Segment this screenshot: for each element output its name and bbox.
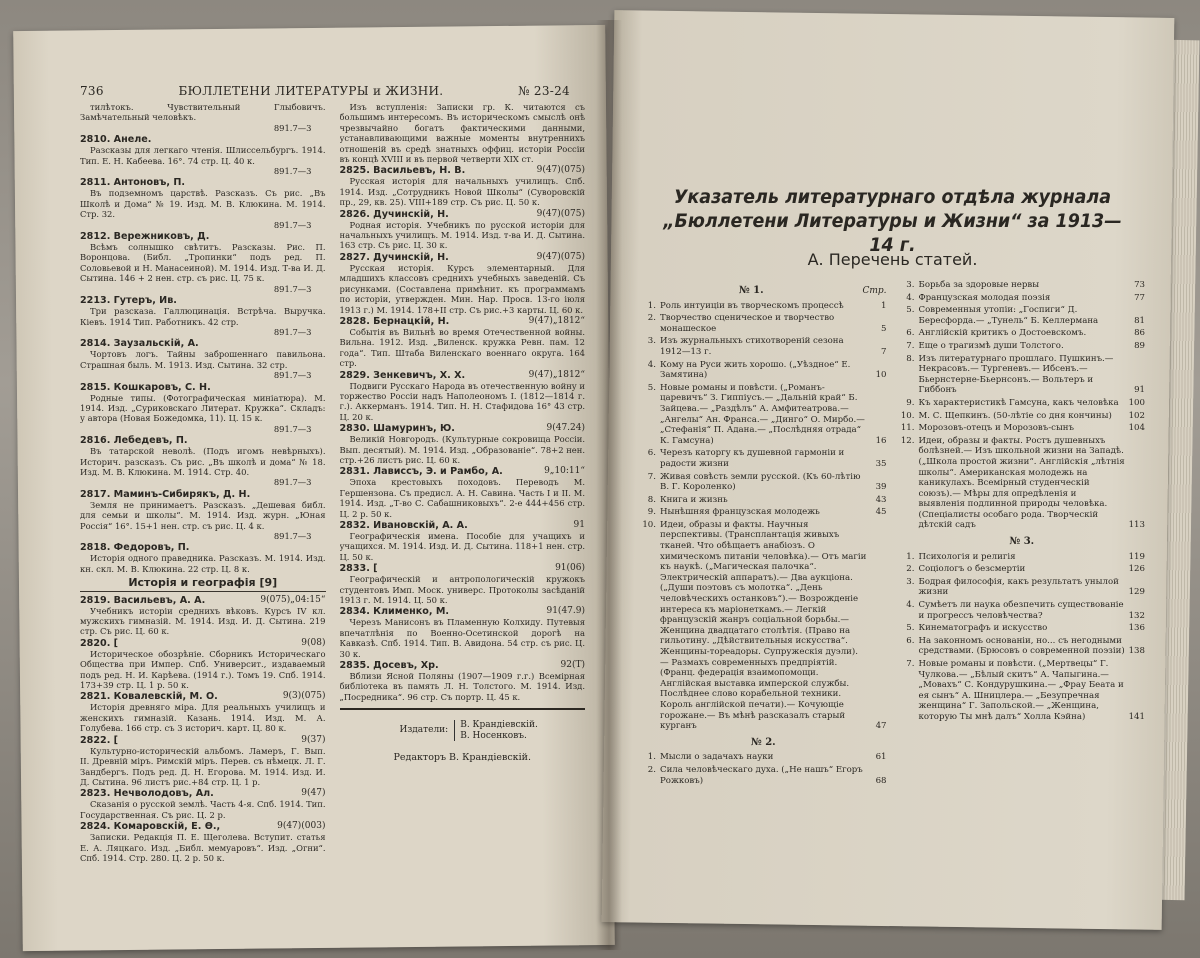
item-number: 1. xyxy=(906,551,915,562)
entry-classification: 9(47)(003) xyxy=(277,821,326,832)
item-page: 73 xyxy=(1134,280,1145,290)
item-page: 138 xyxy=(1128,646,1145,657)
bibliography-entry xyxy=(80,102,326,133)
item-title: Книга и жизнь xyxy=(660,494,728,505)
entry-index: 891.7—3 xyxy=(273,326,312,337)
bibliography-entry xyxy=(80,821,326,863)
entry-index: 891.7—3 xyxy=(273,122,312,133)
entry-text: тилѣтокъ. Чувствительный Глыбовичъ. Замѣчательный человѣкъ. xyxy=(80,102,326,123)
item-title: Борьба за здоровые нервы xyxy=(918,280,1040,290)
item-page: 100 xyxy=(1128,397,1145,408)
publishers-block xyxy=(340,720,586,741)
item-number: 3. xyxy=(647,336,656,347)
item-page: 132 xyxy=(1128,610,1145,621)
bibliography-entry xyxy=(340,316,586,369)
item-page: 35 xyxy=(875,458,887,469)
index-item xyxy=(640,383,887,447)
bibliography-entry xyxy=(340,209,586,251)
entry-classification: 9(075)„04:15“ xyxy=(260,594,326,605)
index-item xyxy=(899,411,1146,422)
item-title: Французская молодая поэзія xyxy=(918,292,1051,303)
item-number: 6. xyxy=(906,328,915,339)
bibliography-entry xyxy=(340,423,586,465)
entry-text: Родные типы. (Фотографическая миніатюра). М. 1914. Изд. „Суриковскаго Литерат. Кружка“. Складъ: у автора (Новая Божедомка, 11). Ц. 15 к. xyxy=(80,392,326,424)
item-page: 104 xyxy=(1128,423,1145,434)
item-title: Сумѣетъ ли наука обезпечить существованіе и прогрессъ человѣчества? xyxy=(918,600,1124,621)
item-page: 86 xyxy=(1134,328,1145,339)
index-item xyxy=(640,765,887,786)
index-item xyxy=(899,564,1146,575)
item-number: 11. xyxy=(900,423,915,434)
entry-text: Культурно-историческій альбомъ. Ламеръ, Г. Вып. II. Древній міръ. Римскій міръ. Перев. съ нѣмецк. Л. Г. Зандбергъ. Подъ ред. Д. Н. Егорова. М. 1914. Изд. И. Д. Сытина. 96 листъ рис.+84 стр. Ц. 1 р. xyxy=(80,745,326,787)
entry-author: 2817. Маминъ-Сибирякъ, Д. Н. xyxy=(80,488,251,500)
index-item xyxy=(899,659,1146,723)
entry-index: 891.7—3 xyxy=(273,370,312,381)
index-item xyxy=(899,552,1146,563)
left-column-1 xyxy=(80,102,326,932)
item-number: 7. xyxy=(906,659,915,669)
bibliography-entry xyxy=(340,520,586,562)
item-title: Идеи, образы и факты. Научныя перспективы. (Трансплантація живыхъ тканей. Что обѣщаетъ анабіозъ. О химическомъ питаніи человѣка).— Отъ магіи къ наукѣ. („Магическая палочка“. Электрическій аппаратъ).— Два аукціона. („Души поэтовъ съ молотка“. „День человѣческихъ останковъ“).— Возрожденіе интереса къ маріонеткамъ.— Легкій французскій жанръ соціальной борьбы.— Женщина двадцатаго столѣтія. (Право на гильотину. „Дѣйствительныя искусства“. Женщины-тореадоры. Супружескія дуэли).— Размахъ современныхъ предпріятій. (Франц. федерація взаимопомощи. Англійская выставка имперской службы. Послѣднее слово корабельной техники. Король англійской печати).— Кочующіе горожане.— Въ мѣнѣ разсказалъ старый курганъ xyxy=(660,519,867,732)
item-page: 10 xyxy=(875,370,887,381)
entry-author: 2820. [ xyxy=(80,637,119,649)
item-page: 39 xyxy=(875,482,887,493)
item-number: 4. xyxy=(906,292,915,303)
item-title: Современныя утопіи: „Госпиги“ Д. Бересфорда.— „Тунель“ Б. Келлермана xyxy=(918,305,1099,326)
item-title: Мысли о задачахъ науки xyxy=(660,752,774,763)
entry-author: 2827. Дучинскій, Н. xyxy=(339,251,449,263)
bibliography-entry xyxy=(340,606,586,659)
entry-classification: 91(06) xyxy=(555,563,585,574)
entry-text: Русская исторія для начальныхъ училищъ. Спб. 1914. Изд. „Сотрудникъ Новой Школы“ (Суворовскій пр., 29, кв. 25). VIII+189 стр. Съ рис. Ц. 50 к. xyxy=(339,176,585,208)
entry-author: 2821. Ковалевскій, М. О. xyxy=(80,691,218,703)
left-column-2 xyxy=(340,102,586,932)
entry-heading xyxy=(80,177,326,188)
issue-heading xyxy=(640,286,887,297)
entry-heading xyxy=(80,382,326,393)
item-title: Изъ журнальныхъ стихотвореній сезона 1912—13 г. xyxy=(660,336,844,357)
bibliography-entry xyxy=(80,295,326,337)
left-page-columns xyxy=(80,102,585,932)
entry-heading xyxy=(80,295,326,306)
item-page: 77 xyxy=(1134,292,1145,303)
item-number: 7. xyxy=(906,340,915,351)
entry-text: Вблизи Ясной Поляны (1907—1909 г.г.) Всемірная библіотека въ память Л. Н. Толстого. М. 1914. Изд. „Посредника“. 96 стр. Съ портр. Ц. 45 к. xyxy=(339,671,585,702)
entry-index: 891.7—3 xyxy=(273,423,312,434)
item-page: 129 xyxy=(1128,587,1145,598)
entry-text: Русская исторія. Курсъ элементарный. Для младшихъ классовъ среднихъ учебныхъ заведеній. Съ рисунками. (Составлена примѣнит. къ программамъ по исторіи, утвержден. Мин. Нар. Просв. 13-го іюля 1913 г.) М. 1914. 178+II стр. Съ рис.+3 карты. Ц. 60 к. xyxy=(339,262,585,315)
item-number: 5. xyxy=(647,382,656,393)
entry-heading xyxy=(340,660,586,671)
item-number: 5. xyxy=(906,305,915,316)
index-subtitle: А. Перечень статей. xyxy=(807,250,978,269)
entry-classification: 9„10:11“ xyxy=(544,466,585,477)
publishers-names xyxy=(454,720,538,741)
item-number: 1. xyxy=(647,752,656,763)
entry-index: 891.7—3 xyxy=(273,166,312,177)
item-title: Идеи, образы и факты. Ростъ душевныхъ болѣзней.— Изъ школьной жизни на Западѣ. („Школа простой жизни“. Англійскія „лѣтнія школы“. Американская молодежь на каникулахъ. Всемірный студенческій союзъ).— Мѣры для опредѣленія и выявленія подлинной природы человѣка. (Спеціалисты особаго рода. Творческій дѣтскій садъ xyxy=(918,435,1125,531)
end-rule xyxy=(340,708,586,710)
item-title: Бодрая философія, какъ результатъ унылой жизни xyxy=(918,576,1119,598)
entry-heading xyxy=(80,735,326,746)
index-item xyxy=(899,636,1146,657)
publishers-label: Издатели: xyxy=(399,725,449,736)
bibliography-entry xyxy=(80,691,326,733)
bibliography-entry xyxy=(340,660,586,702)
entry-text: Великій Новгородъ. (Культурные сокровища Россіи. Вып. десятый). М. 1914. Изд. „Образованіе“. 78+2 нен. стр.+26 листъ рис. Ц. 60 к. xyxy=(339,434,585,465)
section-title: Исторія и географія [9] xyxy=(80,578,326,591)
entry-author: 2213. Гутеръ, Ив. xyxy=(80,295,177,307)
item-page: 16 xyxy=(875,435,887,446)
entry-author: 2815. Кошкаровъ, С. Н. xyxy=(80,381,211,393)
entry-author: 2834. Клименко, М. xyxy=(339,606,450,618)
index-column-1 xyxy=(640,280,887,920)
entry-heading xyxy=(340,316,586,327)
entry-heading xyxy=(340,606,586,617)
entry-classification: 9(47) xyxy=(301,788,326,799)
bibliography-entry xyxy=(340,370,586,423)
entry-text: Исторія одного праведника. Разсказъ. М. 1914. Изд. кн. скл. М. В. Клюкина. 22 стр. Ц. 8 к. xyxy=(80,553,326,574)
entry-text: Эпоха крестовыхъ походовъ. Переводъ М. Гершензона. Съ предисл. А. Н. Савина. Часть I и II. М. 1914. Изд. „Т-во С. Сабашниковыхъ“. 2-е 444+456 стр. Ц. 2 р. 50 к. xyxy=(339,477,585,519)
item-page: 61 xyxy=(875,752,887,763)
entry-text: Земля не принимаетъ. Разсказъ. „Дешевая библ. для семьи и школы“. М. 1914. Изд. журн. „Юная Россія“ 16°. 15+1 нен. стр. съ рис. Ц. 4 к. xyxy=(80,499,326,531)
entry-author: 2811. Антоновъ, П. xyxy=(80,177,186,189)
entry-author: 2822. [ xyxy=(80,734,119,746)
item-title: Нынѣшняя французская молодежь xyxy=(660,507,820,518)
bibliography-entry xyxy=(80,382,326,435)
item-title: Соціологъ о безсмертіи xyxy=(918,564,1026,575)
issue-number: № 23-24 xyxy=(518,84,570,98)
item-title: Новые романы и повѣсти. („Мертвецы“ Г. Чулкова.— „Бѣлый скитъ“ А. Чапыгина.— „Мовахъ“ С. Кондурушкина.— „Фрау Беата и ея сынъ“ А. Шницлера.— „Безупречная женщина“ Г. Запольской.— „Женщина, которую Ты мнѣ далъ“ Холла Кэйна) xyxy=(918,659,1124,722)
entry-heading xyxy=(340,370,586,381)
item-number: 2. xyxy=(906,564,915,575)
item-number: 5. xyxy=(906,623,915,634)
entry-heading xyxy=(340,563,586,574)
entry-heading xyxy=(80,638,326,649)
item-number: 8. xyxy=(906,353,915,364)
entry-index: 891.7—3 xyxy=(273,477,312,488)
entry-index: 891.7—3 xyxy=(273,219,312,230)
entry-author: 2835. Досевъ, Хр. xyxy=(339,660,439,672)
entry-classification: 91 xyxy=(573,520,585,530)
entry-heading xyxy=(80,435,326,446)
bibliography-entry xyxy=(80,542,326,574)
entry-author: 2833. [ xyxy=(339,563,378,575)
entry-text: Географическія имена. Пособіе для учащихъ и учащихся. М. 1914. Изд. И. Д. Сытина. 118+1 нен. стр. Ц. 50 к. xyxy=(339,531,585,562)
entry-text: Разсказы для легкаго чтенія. Шлиссельбургъ. 1914. Тип. Е. Н. Кабеева. 16°. 74 стр. Ц. 40 к. xyxy=(80,145,326,166)
entry-author: 2816. Лебедевъ, П. xyxy=(80,435,188,447)
item-number: 3. xyxy=(906,280,915,290)
bibliography-entry xyxy=(340,563,586,605)
entry-author: 2810. Анеле. xyxy=(80,134,152,146)
bibliography-entry xyxy=(80,134,326,176)
index-title: Указатель литературнаго отдѣла журнала „Бюллетени Литературы и Жизни“ за 1913—14 г. xyxy=(663,186,1122,256)
publisher-2: В. Носенковъ. xyxy=(460,730,527,741)
index-item xyxy=(899,280,1146,291)
item-page: 141 xyxy=(1128,711,1145,722)
entry-author: 2829. Зенкевичъ, Х. Х. xyxy=(339,369,466,381)
item-number: 4. xyxy=(647,359,656,370)
entry-index: 891.7—3 xyxy=(273,531,312,541)
bibliography-entry xyxy=(80,489,326,542)
bibliography-entry xyxy=(340,102,586,164)
entry-text: Подвиги Русскаго Народа въ отечественную войну и торжество Россіи надъ Наполеономъ I. (1812—1814 г. г.). Аккерманъ. 1914. Тип. Н. Н. Стафидова 16° 43 стр. Ц. 20 к. xyxy=(339,380,585,422)
item-page: 81 xyxy=(1134,315,1145,326)
item-page: 113 xyxy=(1128,520,1145,531)
item-number: 10. xyxy=(900,410,915,421)
index-item xyxy=(899,623,1146,634)
book-gutter xyxy=(596,20,622,950)
index-item xyxy=(640,313,887,334)
bibliography-entry xyxy=(80,638,326,691)
item-title: Къ характеристикѣ Гамсуна, какъ человѣка xyxy=(918,397,1119,408)
index-column-2 xyxy=(899,280,1146,920)
index-item xyxy=(640,472,887,493)
issue-number: № 1. xyxy=(738,285,764,296)
bibliography-entry xyxy=(80,788,326,820)
entry-author: 2818. Федоровъ, П. xyxy=(80,542,190,554)
item-number: 9. xyxy=(906,397,915,408)
index-item xyxy=(640,520,887,732)
item-number: 2. xyxy=(647,313,656,324)
entry-classification: 9(08) xyxy=(301,637,326,648)
entry-heading xyxy=(80,134,326,145)
entry-classification: 9(37) xyxy=(301,734,326,745)
entry-heading xyxy=(80,489,326,500)
bibliography-entry xyxy=(80,338,326,380)
item-number: 6. xyxy=(647,448,656,459)
entry-author: 2828. Бернацкій, Н. xyxy=(339,315,450,327)
entry-heading xyxy=(340,423,586,434)
editor-line: Редакторъ В. Крандіевскій. xyxy=(393,752,532,764)
entry-classification: 9(3)(075) xyxy=(282,691,326,702)
issue-number: № 3. xyxy=(1009,536,1035,548)
bibliography-entry xyxy=(80,435,326,488)
item-number: 10. xyxy=(642,519,656,530)
item-page: 102 xyxy=(1128,410,1145,421)
entry-classification: 9(47.24) xyxy=(546,423,585,434)
entry-text: Въ подземномъ царствѣ. Разсказъ. Съ рис. „Въ Школѣ и Дома“ № 19. Изд. М. В. Клюкина. М. 1914. Стр. 32. xyxy=(80,188,326,220)
entry-heading xyxy=(80,542,326,553)
issue-heading xyxy=(899,537,1146,548)
publisher-1: В. Крандіевскій. xyxy=(460,720,538,731)
item-number: 1. xyxy=(647,300,656,311)
item-page: 126 xyxy=(1128,564,1145,575)
item-number: 6. xyxy=(906,635,915,646)
index-item xyxy=(640,495,887,506)
item-number: 7. xyxy=(647,471,656,482)
index-item xyxy=(899,423,1146,434)
bibliography-entry xyxy=(340,466,586,519)
entry-text: Сказанія о русской землѣ. Часть 4-я. Спб. 1914. Тип. Государственная. Съ рис. Ц. 2 р. xyxy=(80,799,326,820)
index-item xyxy=(899,328,1146,339)
item-title: Черезъ каторгу къ душевной гармоніи и радости жизни xyxy=(660,448,845,469)
entry-author: 2812. Вережниковъ, Д. xyxy=(80,231,210,243)
entry-author: 2826. Дучинскій, Н. xyxy=(339,208,449,220)
page-column-label: Стр. xyxy=(862,286,887,296)
item-title: Кинематографъ и искусство xyxy=(918,623,1048,634)
entry-classification: 9(47)„1812“ xyxy=(528,369,585,380)
entry-heading xyxy=(80,595,326,606)
index-item xyxy=(899,341,1146,352)
entry-text: Всѣмъ солнышко свѣтитъ. Разсказы. Рис. П. Воронцова. (Библ. „Тропинки“ подъ ред. П. Соловьевой и Н. Манасеиной). М. 1914. Изд. Т-ва И. Д. Сытина. 146 + 2 нен. стр. съ рис. Ц. 75 к. xyxy=(80,242,326,284)
index-item xyxy=(640,301,887,312)
entry-classification: 9(47)„1812“ xyxy=(528,315,585,326)
page-number: 736 xyxy=(80,84,104,98)
index-item xyxy=(899,398,1146,409)
entry-heading xyxy=(340,466,586,477)
item-number: 3. xyxy=(906,576,915,587)
entry-heading xyxy=(340,520,586,531)
item-number: 12. xyxy=(900,435,915,446)
entry-text: Исторія древняго міра. Для реальныхъ училищъ и женскихъ гимназій. Казань. 1914. Изд. М. А. Голубева. 166 стр. съ 3 историч. карт. Ц. 80 к. xyxy=(80,702,326,734)
entry-classification: 91(47.9) xyxy=(546,606,585,617)
entry-text: Историческое обозрѣніе. Сборникъ Историческаго Общества при Импер. Спб. Университ., издаваемый подъ ред. Н. И. Карѣева. (1914 г.). Томъ 19. Спб. 1914. 173+39 стр. Ц. 1 р. 50 к. xyxy=(80,648,326,691)
item-title: Живая совѣсть земли русской. (Къ 60-лѣтію В. Г. Короленко) xyxy=(660,471,861,493)
item-page: 43 xyxy=(875,494,887,505)
index-item xyxy=(899,577,1146,598)
entry-text: Три разсказа. Галлюцинація. Встрѣча. Выручка. Кіевъ. 1914 Тип. Работникъ. 42 стр. xyxy=(80,306,326,327)
item-title: Изъ литературнаго прошлаго. Пушкинъ.— Некрасовъ.— Тургеневъ.— Ибсенъ.— Бьернстерне-Бьернсонъ.— Вольтеръ и Гиббонъ xyxy=(918,353,1114,396)
entry-text: Записки. Редакція П. Е. Щеголева. Вступит. статья Е. А. Ляцкаго. Изд. „Библ. мемуаровъ“. Изд. „Огни“. Спб. 1914. Стр. 280. Ц. 2 р. 50 к. xyxy=(80,832,326,863)
item-title: Морозовъ-отецъ и Морозовъ-сынъ xyxy=(918,423,1074,434)
item-page: 1 xyxy=(881,300,887,311)
bibliography-entry xyxy=(340,165,586,207)
index-item xyxy=(640,336,887,357)
item-number: 8. xyxy=(647,494,656,505)
issue-heading xyxy=(640,738,887,749)
entry-heading xyxy=(80,338,326,349)
left-page-header xyxy=(80,84,570,98)
entry-author: 2823. Нечволодовъ, Ал. xyxy=(80,788,214,800)
item-title: М. С. Щепкинъ. (50-лѣтіе со дня кончины) xyxy=(918,410,1112,421)
entry-text: Чортовъ логъ. Тайны заброшеннаго павильона. Страшная быль. М. 1913. Изд. Сытина. 32 стр. xyxy=(80,349,326,370)
item-page: 5 xyxy=(881,323,887,334)
item-page: 119 xyxy=(1128,551,1145,562)
entry-text: Событія въ Вильнѣ во время Отечественной войны. Вильна. 1912. Изд. „Виленск. кружка Ревн. пам. 12 года“. Тип. Штаба Виленскаго военнаго округа. 164 стр. xyxy=(339,326,585,369)
entry-text: Учебникъ исторіи среднихъ вѣковъ. Курсъ IV кл. мужскихъ гимназій. М. 1914. Изд. И. Д. Сытина. 219 стр. Съ рис. Ц. 60 к. xyxy=(80,605,326,637)
index-item xyxy=(899,436,1146,531)
item-page: 136 xyxy=(1128,623,1145,634)
entry-author: 2825. Васильевъ, Н. В. xyxy=(339,165,466,177)
item-page: 89 xyxy=(1134,340,1145,351)
entry-text: Черезъ Манисонъ въ Пламенную Колхиду. Путевыя впечатлѣнія по Военно-Осетинской дорогѣ на Кавказѣ. Спб. 1914. Тип. В. Авидона. 54 стр. съ рис. Ц. 30 к. xyxy=(339,617,585,659)
item-page: 91 xyxy=(1134,385,1145,396)
entry-heading xyxy=(80,821,326,832)
entry-text: Географическій и антропологическій кружокъ студентовъ Имп. Моск. универс. Протоколы засѣданій 1913 г. М. 1914. Ц. 50 к. xyxy=(339,574,585,606)
item-page: 68 xyxy=(875,775,887,786)
bibliography-entry xyxy=(340,252,586,315)
entry-text: Изъ вступленія: Записки гр. К. читаются съ большимъ интересомъ. Въ историческомъ смыслѣ онѣ чрезвычайно богатъ фактическими данными, устанавливающими важные моменты внутреннихъ отношеній въ средѣ знатныхъ оффиц. исторіи Россіи въ концѣ XVIII и въ первой четверти XIX ст. xyxy=(339,102,585,165)
item-title: Еще о трагизмѣ души Толстого. xyxy=(918,340,1064,351)
entry-heading xyxy=(340,165,586,176)
item-page: 7 xyxy=(881,346,887,357)
entry-author: 2831. Лависсъ, Э. и Рамбо, А. xyxy=(339,466,503,478)
item-number: 9. xyxy=(647,507,656,518)
index-item xyxy=(899,354,1146,396)
running-title: БЮЛЛЕТЕНИ ЛИТЕРАТУРЫ и ЖИЗНИ. xyxy=(178,84,444,98)
entry-author: 2832. Ивановскій, А. А. xyxy=(339,520,468,531)
item-title: Англійскій критикъ о Достоевскомъ. xyxy=(918,328,1087,339)
index-item xyxy=(640,448,887,469)
issue-number: № 2. xyxy=(750,736,776,748)
index-item xyxy=(640,360,887,381)
item-title: Психологія и религія xyxy=(918,551,1016,562)
entry-text: Родная исторія. Учебникъ по русской исторіи для начальныхъ училищъ. М. 1914. Изд. т-ва И. Д. Сытина. 163 стр. Съ рис. Ц. 30 к. xyxy=(339,219,585,251)
item-page: 45 xyxy=(875,507,887,518)
index-item xyxy=(640,752,887,763)
entry-heading xyxy=(80,691,326,702)
index-item xyxy=(899,293,1146,304)
item-title: Сила человѣческаго духа. („Не нашъ“ Егоръ Рожковъ) xyxy=(660,764,863,786)
item-title: На законномъ основаніи, но... съ негодными средствами. (Брюсовъ о современной поэзіи) xyxy=(918,635,1125,657)
bibliography-entry xyxy=(80,595,326,637)
index-item xyxy=(899,600,1146,621)
item-title: Новые романы и повѣсти. („Романъ-царевичъ“ З. Гиппіусъ.— „Дальній край“ Б. Зайцева.— „Раздѣлъ“ А. Амфитеатрова.— „Ангелы“ Ан. Франса.— „Динго“ О. Мирбо.— „Стефанія“ П. Адана.— „Послѣдняя отрада“ К. Гамсуна) xyxy=(660,382,865,446)
item-title: Роль интуиціи въ творческомъ процессѣ xyxy=(660,300,844,311)
entry-classification: 9(47)(075) xyxy=(536,251,585,262)
entry-author: 2819. Васильевъ, А. А. xyxy=(80,594,206,606)
item-number: 4. xyxy=(906,600,915,611)
entry-text: Въ татарской неволѣ. (Подъ игомъ невѣрныхъ). Историч. разсказъ. Съ рис. „Въ школѣ и дома“ № 18. Изд. М. В. Клюкина. М. 1914. Стр. 40. xyxy=(80,446,326,477)
entry-author: 2824. Комаровскій, Е. Ө., xyxy=(80,821,221,833)
item-title: Творчество сценическое и творчество монашеское xyxy=(660,313,835,334)
entry-heading xyxy=(340,252,586,263)
item-title: Кому на Руси жить хорошо. („Уѣздное“ Е. Замятина) xyxy=(660,359,851,381)
entry-heading xyxy=(340,209,586,220)
entry-index: 891.7—3 xyxy=(273,283,312,294)
entry-author: 2814. Заузальскій, А. xyxy=(80,338,199,350)
item-number: 2. xyxy=(647,764,656,775)
entry-classification: 9(47)(075) xyxy=(536,208,585,219)
entry-author: 2830. Шамуринъ, Ю. xyxy=(339,423,455,435)
index-item xyxy=(640,507,887,518)
entry-heading xyxy=(80,231,326,242)
index-item xyxy=(899,305,1146,326)
item-page: 47 xyxy=(875,721,887,732)
entry-heading xyxy=(80,788,326,799)
bibliography-entry xyxy=(80,231,326,294)
bibliography-entry xyxy=(80,735,326,788)
bibliography-entry xyxy=(80,177,326,230)
entry-classification: 92(Т) xyxy=(560,660,585,671)
index-columns xyxy=(640,280,1145,920)
entry-classification: 9(47)(075) xyxy=(536,165,585,176)
